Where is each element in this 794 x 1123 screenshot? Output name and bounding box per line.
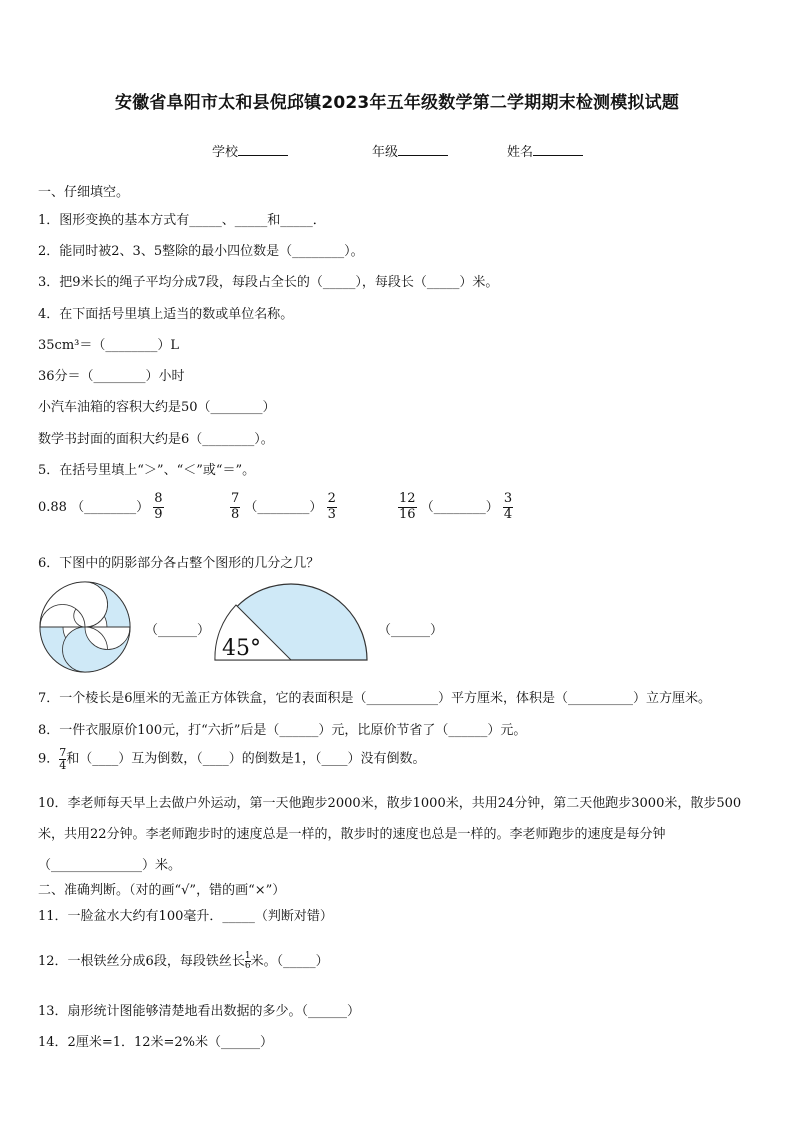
question-4a: 35cm³＝（________）L	[38, 338, 179, 353]
grade-blank[interactable]	[398, 155, 448, 156]
compare-b	[230, 492, 337, 523]
question-10-line-3: （______________）米。	[38, 858, 182, 873]
compare-c-blank[interactable]: （________）	[420, 499, 499, 515]
compare-a-blank[interactable]: （________）	[71, 499, 150, 515]
q12-text-pre: 12．一根铁丝分成6段，每段铁丝长	[38, 954, 245, 969]
compare-a	[38, 492, 164, 523]
question-1: 1．图形变换的基本方式有_____、_____和_____．	[38, 213, 326, 228]
question-14: 14．2厘米=1．12米=2%米（______）	[38, 1035, 274, 1050]
q12-text-post: 米。（_____）	[250, 954, 329, 969]
question-4: 4．在下面括号里填上适当的数或单位名称。	[38, 307, 294, 322]
grade-label: 年级	[372, 145, 399, 160]
semicircle-figure	[212, 580, 372, 664]
question-4c: 小汽车油箱的容积大约是50（________）	[38, 400, 276, 415]
section1-heading: 一、仔细填空。	[38, 185, 130, 200]
page-title: 安徽省阜阳市太和县倪邱镇2023年五年级数学第二学期期末检测模拟试题	[114, 93, 680, 113]
fraction-7-8: $\frac{7}{8}$	[231, 491, 240, 522]
angle-label: 45°	[222, 636, 261, 661]
school-field[interactable]	[212, 141, 288, 160]
question-6: 6．下图中的阴影部分各占整个图形的几分之几？	[38, 556, 320, 571]
section2-heading: 二、准确判断。（对的画“√”，错的画“×”）	[38, 883, 286, 898]
question-2: 2．能同时被2、3、5整除的最小四位数是（________）。	[38, 244, 364, 259]
grade-field[interactable]	[372, 141, 448, 160]
question-10-line-1: 10．李老师每天早上去做户外运动，第一天他跑步2000米，散步1000米，共用24分钟，第二天他跑步3000米，散步500	[38, 796, 742, 811]
question-9	[38, 747, 426, 771]
question-7: 7．一个棱长是6厘米的无盖正方体铁盒，它的表面积是（___________）平方厘米，体积是（__________）立方厘米。	[38, 691, 712, 706]
fraction-3-4: $\frac{3}{4}$	[503, 491, 513, 522]
name-field[interactable]	[507, 141, 583, 160]
circle-figure	[38, 580, 138, 674]
compare-c	[398, 492, 513, 523]
question-8: 8．一件衣服原价100元，打“六折”后是（______）元，比原价节省了（______）元。	[38, 723, 527, 738]
q6-blank-1[interactable]: （______）	[145, 623, 211, 638]
name-label: 姓名	[507, 145, 534, 160]
question-10-line-2: 米，共用22分钟。李老师跑步时的速度总是一样的，散步时的速度也总是一样的。李老师跑步的速度是每分钟	[38, 827, 666, 842]
school-label: 学校	[212, 145, 239, 160]
question-11: 11．一脸盆水大约有100毫升．_____（判断对错）	[38, 909, 333, 924]
fraction-12-16: $\frac{12}{16}$	[399, 491, 416, 522]
question-5: 5．在括号里填上“＞”、“＜”或“＝”。	[38, 463, 256, 478]
fraction-7-4: $\frac{7}{4}$	[59, 746, 67, 772]
q6-blank-2[interactable]: （______）	[378, 623, 444, 638]
q9-text: 和（____）互为倒数，（____）的倒数是1，（____）没有倒数。	[66, 751, 426, 767]
compare-b-blank[interactable]: （________）	[244, 499, 323, 515]
question-3: 3．把9米长的绳子平均分成7段，每段占全长的（_____），每段长（_____）米。	[38, 275, 499, 290]
school-blank[interactable]	[238, 155, 288, 156]
compare-a-left: 0.88	[38, 499, 67, 515]
question-12	[38, 950, 329, 971]
q9-number: 9．	[38, 751, 60, 767]
fraction-8-9: $\frac{8}{9}$	[154, 491, 163, 522]
name-blank[interactable]	[533, 155, 583, 156]
question-4b: 36分＝（________）小时	[38, 369, 185, 384]
question-13: 13．扇形统计图能够清楚地看出数据的多少。（______）	[38, 1004, 361, 1019]
fraction-1-6: $\frac{1}{6}$	[244, 950, 251, 971]
fraction-2-3: $\frac{2}{3}$	[327, 491, 336, 522]
question-4d: 数学书封面的面积大约是6（________）。	[38, 432, 274, 447]
